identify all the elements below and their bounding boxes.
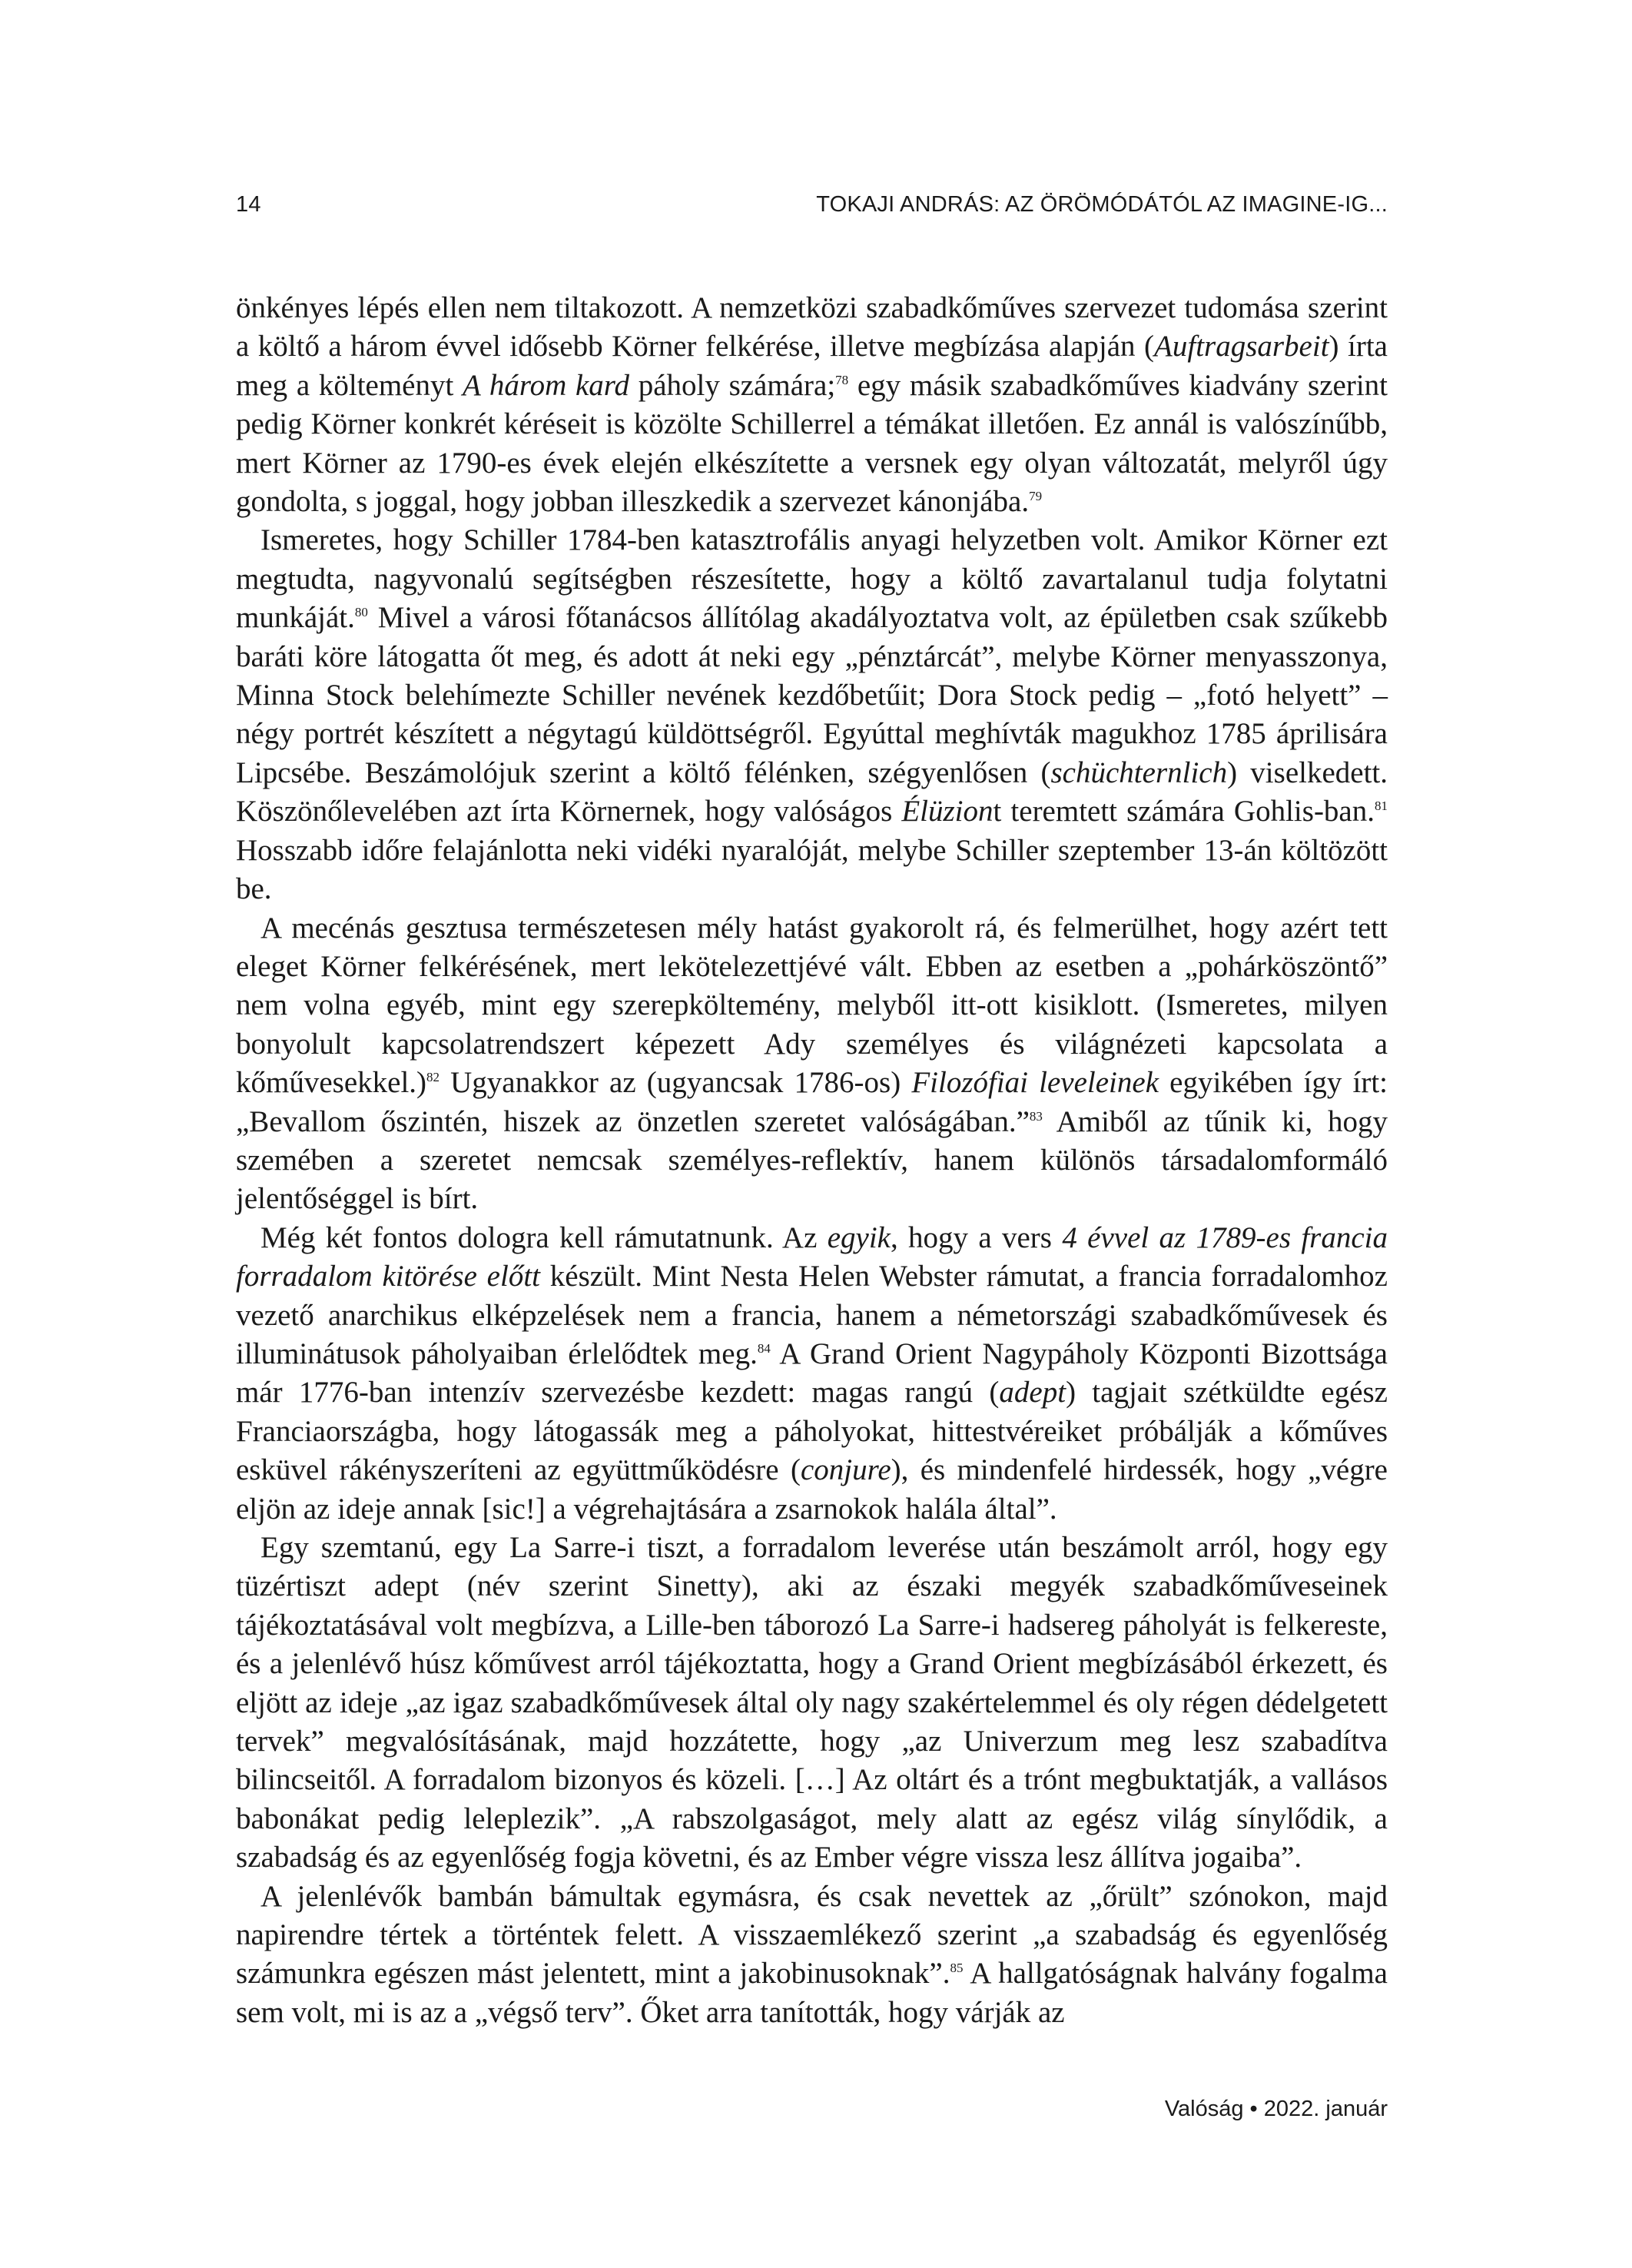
text-run: Még két fontos dologra kell rámutatnunk. Az [260, 1220, 828, 1254]
text-run: ) viselkedett. Köszönőlevelében azt írta Körnernek, hogy valóságos [236, 755, 1388, 829]
running-title: TOKAJI ANDRÁS: AZ ÖRÖMÓDÁTÓL AZ IMAGINE-IG... [816, 192, 1388, 217]
text-run: t teremtett számára Gohlis-ban. [993, 795, 1375, 829]
text-run: ) tagjait szétküldte egész Franciaországba, hogy látogassák meg a páholyokat, hittestvéreiket próbálják a kőműves esküvel rákényszeríteni az együttműködésre ( [236, 1376, 1388, 1487]
footnote-marker: 78 [835, 372, 849, 387]
text-run: A hallgatóságnak halvány fogalma sem volt, mi is az a „végső terv”. Őket arra tanították, hogy várják az [236, 1957, 1388, 2029]
italic-text: Filozófiai leveleinek [911, 1066, 1159, 1100]
footer-source: Valóság • 2022. január [1164, 2097, 1388, 2121]
italic-text: Élüzion [901, 795, 993, 829]
running-header [236, 189, 1388, 220]
footnote-marker: 84 [757, 1340, 771, 1356]
italic-text: adept [999, 1376, 1066, 1410]
paragraph [236, 1878, 1388, 2033]
italic-text: conjure [800, 1453, 891, 1487]
text-run: Amiből az tűnik ki, hogy szemében a szeretet nemcsak személyes-reflektív, hanem különös társadalomformáló jelentőséggel is bírt. [236, 1104, 1388, 1216]
text-run: A mecénás gesztusa természetesen mély hatást gyakorolt rá, és felmerülhet, hogy azért tett eleget Körner felkérésének, mert lekötelezettjévé vált. Ebben az esetben a „pohárköszöntő” nem volna egyéb, mint egy szerepköltemény, melyből itt-ott kisiklott. (Ismeretes, milyen bonyolult kapcsolatrendszert képezett Ady személyes és világnézeti kapcsolata a kőművesekkel.) [236, 911, 1388, 1100]
footnote-marker: 85 [950, 1961, 964, 1976]
text-run: A Grand Orient Nagypáholy Központi Bizottsága már 1776-ban intenzív szervezésbe kezdett: magas rangú ( [236, 1337, 1388, 1410]
footnote-marker: 81 [1375, 799, 1388, 814]
text-run: készült. Mint Nesta Helen Webster rámutat, a francia forradalomhoz vezető anarchikus elképzelések nem a francia, hanem a németországi szabadkőművesek és illuminátusok páholyaiban érlelődtek meg. [236, 1260, 1388, 1370]
page-number: 14 [236, 192, 261, 217]
footnote-marker: 79 [1029, 489, 1043, 504]
text-run: ), és mindenfelé hirdessék, hogy „végre eljön az ideje annak [sic!] a végrehajtására a zsarnokok halála által”. [236, 1453, 1388, 1526]
paragraph [236, 1529, 1388, 1878]
text-run: önkényes lépés ellen nem tiltakozott. A nemzetközi szabadkőműves szervezet tudomása szerint a költő a három évvel idősebb Körner felkérése, illetve megbízása alapján ( [236, 291, 1388, 364]
text-run: , hogy a vers [890, 1220, 1063, 1254]
text-run: egyikében így írt: „Bevallom őszintén, hiszek az önzetlen szeretet valóságában.” [236, 1066, 1388, 1138]
footnote-marker: 80 [354, 605, 368, 620]
text-run: Mivel a városi főtanácsos állítólag akadályoztatva volt, az épületben csak szűkebb baráti köre látogatta őt meg, és adott át neki egy „pénztárcát”, melybe Körner menyasszonya, Minna Stock belehímezte Schiller nevének kezdőbetűit; Dora Stock pedig – „fotó helyett” – négy portrét készített a négytagú küldöttségről. Egyúttal meghívták magukhoz 1785 áprilisára Lipcsébe. Beszámolójuk szerint a költő félénken, szégyenlősen ( [236, 601, 1388, 789]
text-run: A jelenlévők bambán bámultak egymásra, és csak nevettek az „őrült” szónokon, majd napirendre tértek a történtek felett. A visszaemlékező szerint „a szabadság és egyenlőség számunkra egészen mást jelentett, mint a jakobinusoknak”. [236, 1879, 1388, 1991]
text-run: ) írta meg a költeményt [236, 330, 1388, 402]
text-run: Hosszabb időre felajánlotta neki vidéki nyaralóját, melybe Schiller szeptember 13-án költözött be. [236, 833, 1388, 906]
footnote-marker: 82 [426, 1070, 440, 1085]
italic-text: 4 évvel az 1789-es francia forradalom kitörése előtt [236, 1220, 1388, 1293]
italic-text: schüchternlich [1050, 755, 1228, 789]
paragraph [236, 521, 1388, 908]
article-body [236, 289, 1388, 2032]
paragraph [236, 1219, 1388, 1529]
paragraph [236, 909, 1388, 1219]
text-run: egy másik szabadkőműves kiadvány szerint pedig Körner konkrét kéréseit is közölte Schillerrel a témákat illetően. Ez annál is valószínűbb, mert Körner az 1790-es évek elején elkészítette a versnek egy olyan változatát, melyről úgy gondolta, s joggal, hogy jobban illeszkedik a szervezet kánonjába. [236, 368, 1388, 519]
italic-text: A három kard [463, 368, 630, 402]
paragraph [236, 289, 1388, 521]
italic-text: Auftragsarbeit [1154, 330, 1329, 364]
text-run: Egy szemtanú, egy La Sarre-i tiszt, a forradalom leverése után beszámolt arról, hogy egy tüzértiszt adept (név szerint Sinetty), aki az északi megyék szabadkőműveseinek tájékoztatásával volt megbízva, a Lille-ben táborozó La Sarre-i hadsereg páholyát is felkereste, és a jelenlévő húsz kőművest arról tájékoztatta, hogy a Grand Orient megbízásából érkezett, és eljött az ideje „az igaz szabadkőművesek által oly nagy szakértelemmel és oly régen dédelgetett tervek” megvalósításának, majd hozzátette, hogy „az Univerzum meg lesz szabadítva bilincseitől. A forradalom bizonyos és közeli. […] Az oltárt és a trónt megbuktatják, a vallásos babonákat pedig leleplezik”. „A rabszolgaságot, mely alatt az egész világ sínylődik, a szabadság és az egyenlőség fogja követni, és az Ember végre vissza lesz állítva jogaiba”. [236, 1531, 1388, 1875]
italic-text: egyik [827, 1220, 891, 1254]
text-run: Ismeretes, hogy Schiller 1784-ben katasztrofális anyagi helyzetben volt. Amikor Körner ezt megtudta, nagyvonalú segítségben részesítette, hogy a költő zavartalanul tudja folytatni munkáját. [236, 523, 1388, 635]
footnote-marker: 83 [1029, 1108, 1043, 1124]
text-run: páholy számára; [629, 368, 836, 402]
text-run: Ugyanakkor az (ugyancsak 1786-os) [440, 1066, 912, 1100]
